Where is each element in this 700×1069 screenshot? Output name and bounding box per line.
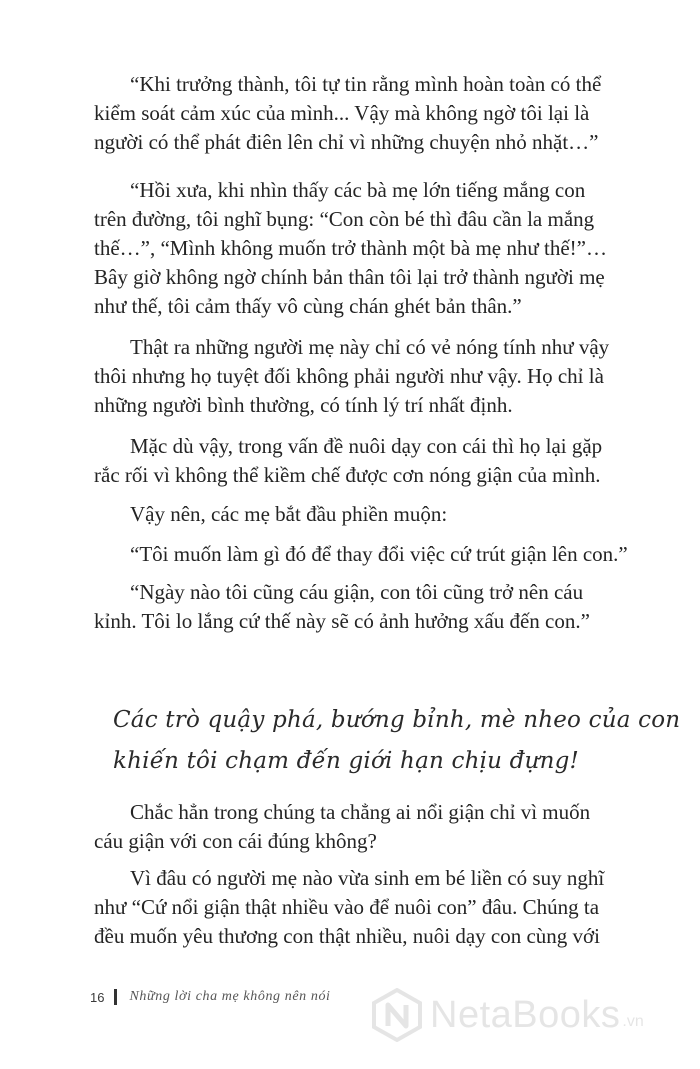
paragraph-9 bbox=[94, 864, 614, 951]
text-line: trên đường, tôi nghĩ bụng: “Con còn bé thì đâu cần la mắng bbox=[94, 207, 595, 231]
netabooks-logo-icon bbox=[370, 988, 424, 1042]
text-line: Thật ra những người mẹ này chỉ có vẻ nóng tính như vậy bbox=[130, 335, 610, 359]
page-number: 16 bbox=[90, 989, 105, 1005]
text-line: cáu giận với con cái đúng không? bbox=[94, 829, 377, 853]
paragraph-1 bbox=[94, 70, 614, 157]
text-line: Bây giờ không ngờ chính bản thân tôi lại trở thành người mẹ bbox=[94, 265, 605, 289]
watermark-suffix: .vn bbox=[622, 1013, 644, 1030]
paragraph-3 bbox=[94, 333, 614, 420]
watermark bbox=[370, 985, 644, 1045]
text-line: “Tôi muốn làm gì đó để thay đổi việc cứ trút giận lên con.” bbox=[130, 542, 628, 566]
text-line: kiểm soát cảm xúc của mình... Vậy mà không ngờ tôi lại là bbox=[94, 101, 590, 125]
text-line: rắc rối vì không thể kiềm chế được cơn nóng giận của mình. bbox=[94, 463, 601, 487]
text-line: Vậy nên, các mẹ bắt đầu phiền muộn: bbox=[130, 502, 448, 526]
text-line: những người bình thường, có tính lý trí nhất định. bbox=[94, 393, 513, 417]
heading-line: Các trò quậy phá, bướng bỉnh, mè nheo của con bbox=[113, 707, 681, 733]
paragraph-2 bbox=[94, 176, 614, 321]
text-line: người có thể phát điên lên chỉ vì những chuyện nhỏ nhặt…” bbox=[94, 130, 599, 154]
text-line: Mặc dù vậy, trong vấn đề nuôi dạy con cái thì họ lại gặp bbox=[130, 434, 603, 458]
text-line: thế…”, “Mình không muốn trở thành một bà mẹ như thế!”… bbox=[94, 236, 607, 260]
paragraph-8 bbox=[94, 798, 614, 856]
paragraph-4 bbox=[94, 432, 614, 490]
text-line: “Hồi xưa, khi nhìn thấy các bà mẹ lớn tiếng mắng con bbox=[130, 178, 586, 202]
paragraph-7 bbox=[94, 578, 614, 636]
footer-divider bbox=[114, 989, 117, 1005]
text-line: như thế, tôi cảm thấy vô cùng chán ghét bản thân.” bbox=[94, 294, 522, 318]
heading-line: khiến tôi chạm đến giới hạn chịu đựng! bbox=[113, 748, 579, 774]
watermark-brand: NetaBooks bbox=[430, 993, 621, 1036]
section-heading bbox=[113, 700, 681, 782]
text-line: Vì đâu có người mẹ nào vừa sinh em bé liền có suy nghĩ bbox=[130, 866, 605, 890]
paragraph-6 bbox=[94, 540, 628, 569]
text-line: đều muốn yêu thương con thật nhiều, nuôi dạy con cùng với bbox=[94, 924, 600, 948]
running-title: Những lời cha mẹ không nên nói bbox=[129, 989, 331, 1004]
text-line: như “Cứ nổi giận thật nhiều vào để nuôi con” đâu. Chúng ta bbox=[94, 895, 600, 919]
text-line: kỉnh. Tôi lo lắng cứ thế này sẽ có ảnh hưởng xấu đến con.” bbox=[94, 609, 590, 633]
text-line: thôi nhưng họ tuyệt đối không phải người như vậy. Họ chỉ là bbox=[94, 364, 604, 388]
text-line: Chắc hẳn trong chúng ta chẳng ai nổi giận chỉ vì muốn bbox=[130, 800, 591, 824]
paragraph-5 bbox=[94, 500, 614, 529]
text-line: “Ngày nào tôi cũng cáu giận, con tôi cũng trở nên cáu bbox=[130, 580, 584, 604]
page-footer bbox=[90, 985, 331, 1009]
text-line: “Khi trưởng thành, tôi tự tin rằng mình hoàn toàn có thể bbox=[130, 72, 602, 96]
